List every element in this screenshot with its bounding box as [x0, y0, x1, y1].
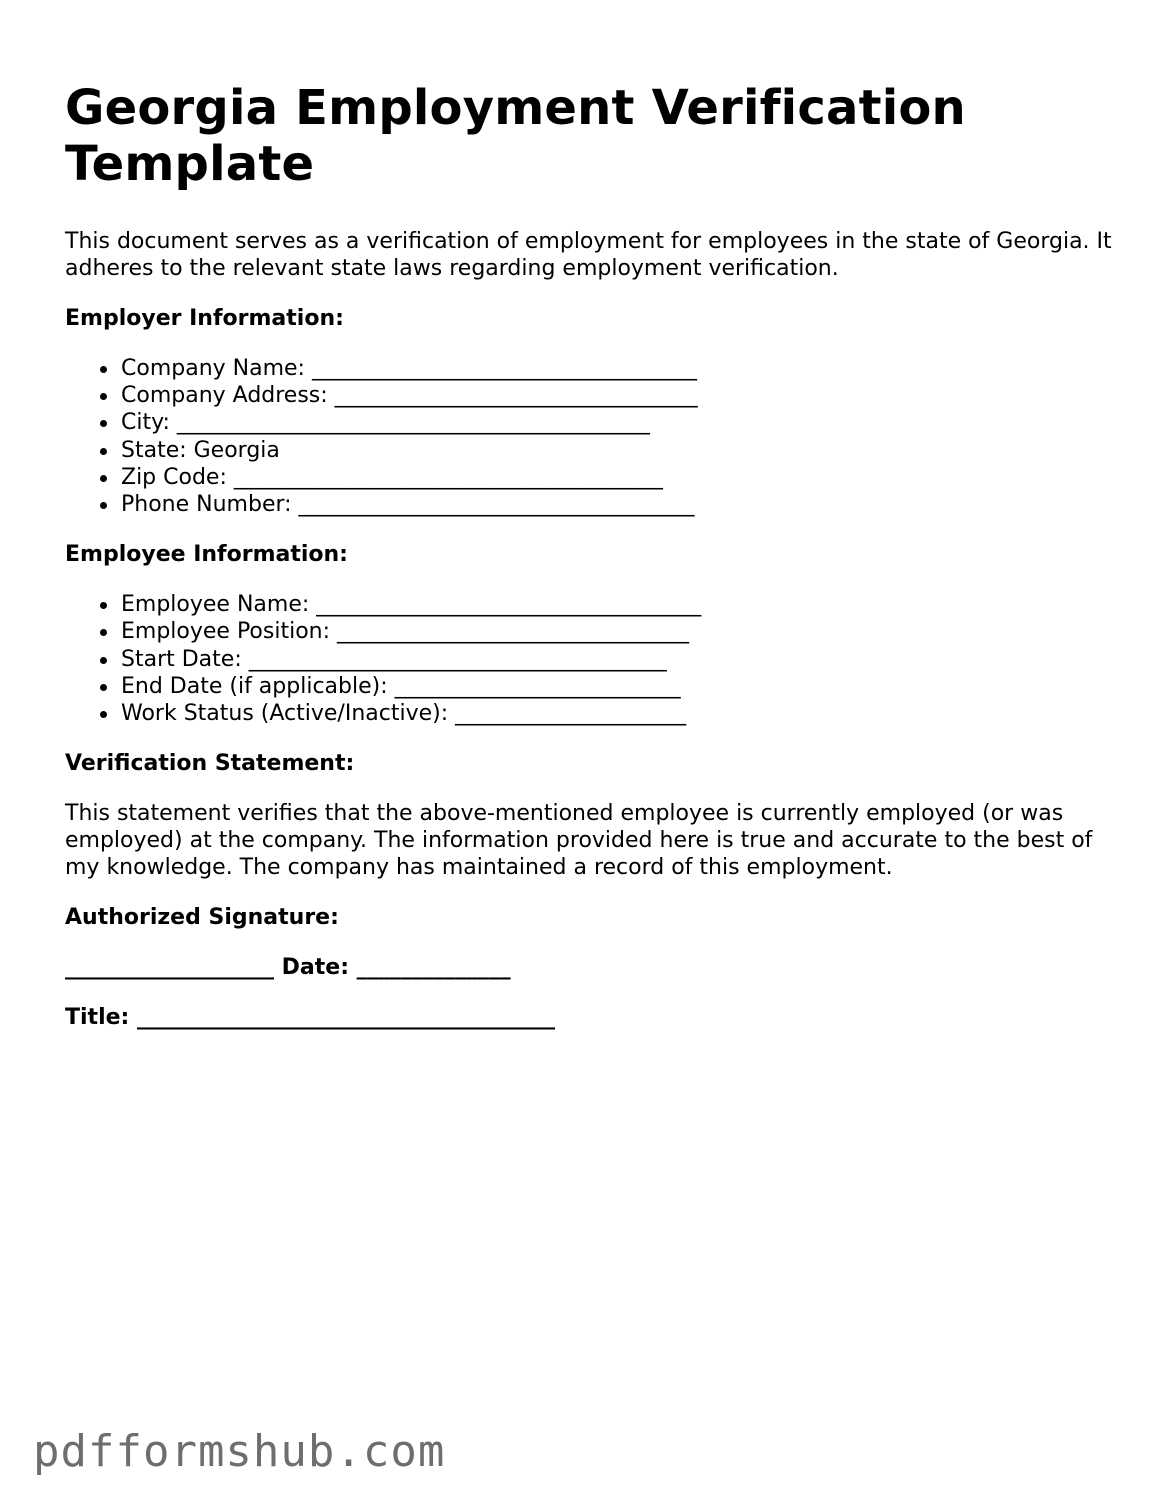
document-page: [65, 80, 1125, 1054]
title-line: Title: ______________________________________: [65, 1005, 555, 1031]
signature-date-line: ___________________ Date: ______________: [65, 955, 511, 981]
company-name-field: Company Name: ___________________________________: [121, 355, 1125, 382]
employer-heading: Employer Information:: [65, 306, 344, 331]
page-title: Georgia Employment Verification Template: [65, 80, 966, 192]
end-date-field: End Date (if applicable): __________________________: [121, 673, 1125, 700]
employer-field-list: [65, 355, 1125, 518]
verification-paragraph: This statement verifies that the above-mentioned employee is currently employed (or was employed) at the company. The information provided here is true and accurate to the best of my knowledge. The company has maintained a record of this employment.: [65, 801, 1093, 881]
watermark: pdfformshub.com: [33, 1426, 446, 1477]
phone-number-field: Phone Number: ____________________________________: [121, 491, 1125, 518]
employee-heading: Employee Information:: [65, 542, 348, 568]
employee-field-list: [65, 591, 1125, 727]
work-status-field: Work Status (Active/Inactive): _____________________: [121, 700, 1125, 727]
zip-code-field: Zip Code: _______________________________________: [121, 464, 1125, 491]
city-field: City: ___________________________________________: [121, 409, 1125, 436]
signature-heading: Authorized Signature:: [65, 905, 339, 931]
company-address-field: Company Address: _________________________________: [121, 382, 1125, 409]
employee-name-field: Employee Name: ___________________________________: [121, 591, 1125, 618]
state-field: State: Georgia: [121, 437, 1125, 464]
intro-paragraph: This document serves as a verification of employment for employees in the state of Georgia. It adheres to the relevant state laws regarding employment verification.: [65, 229, 1112, 281]
start-date-field: Start Date: ______________________________________: [121, 646, 1125, 673]
verification-heading: Verification Statement:: [65, 751, 355, 777]
employee-position-field: Employee Position: ________________________________: [121, 618, 1125, 645]
